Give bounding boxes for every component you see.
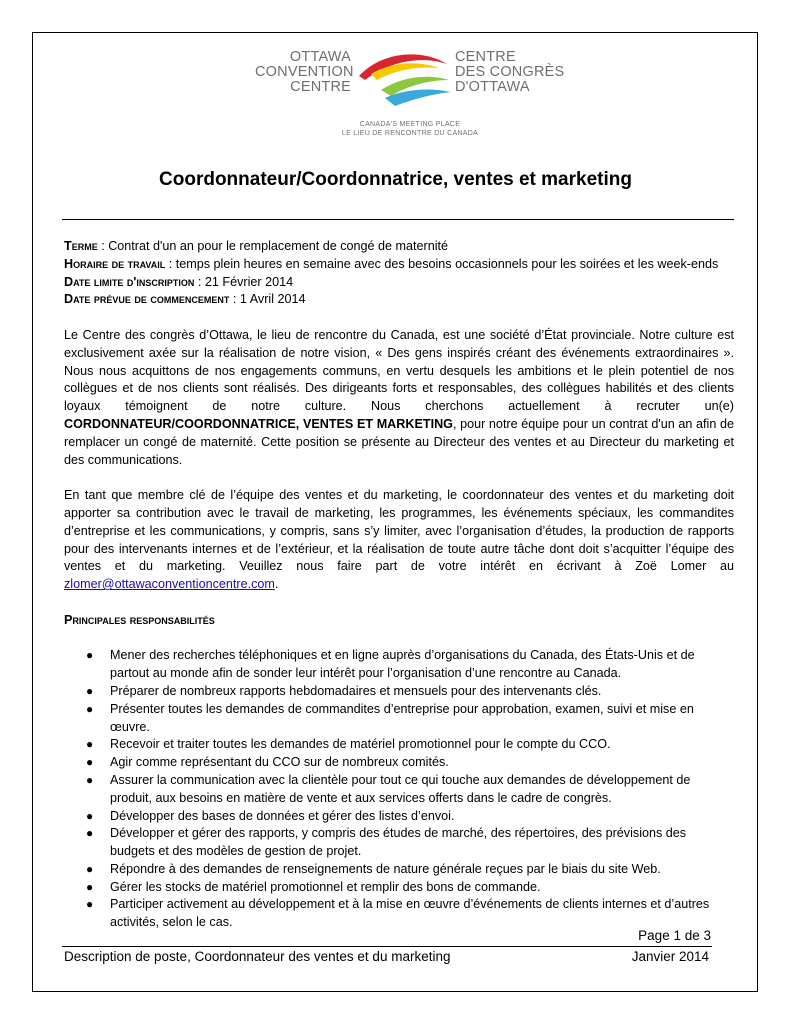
meta-label: Horaire de travail [64, 256, 166, 271]
list-item [64, 772, 734, 808]
role-paragraph [64, 487, 734, 594]
intro-paragraph [64, 327, 734, 469]
footer-divider [62, 946, 712, 947]
logo-line: CENTRE [455, 49, 516, 65]
responsibilities-list [64, 647, 734, 932]
bullet-icon: ● [86, 772, 94, 787]
logo-line: OTTAWA [289, 49, 351, 65]
meta-schedule [64, 256, 734, 274]
bullet-icon: ● [86, 808, 94, 823]
bullet-icon: ● [86, 648, 94, 663]
list-item-text: Répondre à des demandes de renseignements de nature générale reçues par le biais du site Web. [110, 861, 661, 876]
list-item-text: Développer et gérer des rapports, y compris des études de marché, des répertoires, des prévisions des budgets et des modèles de gestion de projet. [110, 826, 687, 859]
position-title-bold: CORDONNATEUR/COORDONNATRICE, VENTES ET MARKETING [64, 416, 453, 431]
responsibilities-heading: Principales responsabilités [64, 612, 215, 627]
list-item [64, 701, 734, 737]
list-item [64, 683, 734, 701]
list-item [64, 825, 734, 861]
bullet-icon: ● [86, 737, 94, 752]
list-item [64, 808, 734, 826]
logo-text-english [255, 49, 354, 95]
logo-line: D'OTTAWA [455, 79, 530, 95]
meta-label: Date prévue de commencement [64, 292, 230, 307]
document-body [64, 238, 734, 932]
footer-description: Description de poste, Coordonnateur des ventes et du marketing [64, 949, 451, 964]
title-divider [62, 219, 734, 220]
list-item [64, 754, 734, 772]
paragraph-text: Le Centre des congrès d’Ottawa, le lieu de rencontre du Canada, est une société d’État provinciale. Notre culture est exclusivement axée sur la réalisation de notre vision, « Des gens inspirés créant des événements extraordinaires ». Nous nous acquittons de nos engagements communs, en vertu desquels les ambitions et le plein potentiel de nos collègues et de nos clients sont réalisés. Des dirigeants forts et responsables, des collègues habilités et des clients loyaux témoignent de notre culture. Nous cherchons actuellement à recruter un(e) [64, 327, 734, 414]
list-item [64, 896, 734, 932]
list-item-text: Agir comme représentant du CCO sur de nombreux comités. [110, 755, 449, 770]
bullet-icon: ● [86, 826, 94, 841]
page-number: Page 1 de 3 [638, 928, 711, 943]
logo-line: CONVENTION [255, 64, 354, 80]
contact-email-link[interactable]: zlomer@ottawaconventioncentre.com [64, 577, 275, 592]
paragraph-text: En tant que membre clé de l’équipe des ventes et du marketing, le coordonnateur des ventes et du marketing doit apporter sa contribution avec le travail de marketing, les programmes, les événements spéciaux, les commandites d’entreprise et les communications, y compris, sans s’y limiter, avec l’organisation d’études, la production de rapports pour des intervenants internes et de l’extérieur, et la réalisation de toute autre tâche dont doit s’acquitter l’équipe des ventes et du marketing. Veuillez nous faire part de votre intérêt en écrivant à Zoë Lomer au [64, 488, 734, 574]
list-item-text: Recevoir et traiter toutes les demandes de matériel promotionnel pour le compte du CCO. [110, 737, 611, 752]
list-item-text: Présenter toutes les demandes de commandites d’entreprise pour approbation, examen, suivi et mise en œuvre. [110, 701, 694, 734]
list-item-text: Développer des bases de données et gérer des listes d’envoi. [110, 808, 455, 823]
bullet-icon: ● [86, 755, 94, 770]
list-item-text: Préparer de nombreux rapports hebdomadaires et mensuels pour des intervenants clés. [110, 683, 602, 698]
list-item-text: Assurer la communication avec la clientèle pour tout ce qui touche aux demandes de développement de produit, aux besoins en matière de vente et aux services offerts dans le cadre de congrès. [110, 772, 691, 805]
meta-value: : Contrat d'un an pour le remplacement de congé de maternité [97, 239, 449, 253]
logo-tagline [315, 120, 505, 138]
list-item-text: Mener des recherches téléphoniques et en ligne auprès d’organisations du Canada, des États-Unis et de partout au monde afin de sonder leur intérêt pour l’organisation d’une rencontre au Canada. [110, 648, 695, 681]
list-item-text: Gérer les stocks de matériel promotionnel et remplir des bons de commande. [110, 879, 541, 894]
bullet-icon: ● [86, 701, 94, 716]
meta-start-date [64, 291, 734, 309]
list-item [64, 879, 734, 897]
bullet-icon: ● [86, 861, 94, 876]
page-title: Coordonnateur/Coordonnatrice, ventes et marketing [159, 169, 632, 190]
tagline-french: LE LIEU DE RENCONTRE DU CANADA [341, 130, 479, 137]
bullet-icon: ● [86, 879, 94, 894]
meta-value: : 21 Février 2014 [194, 274, 294, 289]
footer-date: Janvier 2014 [631, 949, 709, 964]
bullet-icon: ● [86, 683, 94, 698]
logo-text-french [455, 50, 565, 95]
tagline-english: CANADA'S MEETING PLACE [359, 121, 461, 128]
paragraph-text: , pour notre équipe pour un contrat d'un an afin de remplacer un congé de maternité. Cette position se présente au Directeur des ventes et au Directeur du marketing et des communications. [64, 416, 734, 467]
ottawa-convention-centre-logo [255, 49, 565, 142]
logo-swoosh-icon [351, 46, 455, 110]
list-item [64, 861, 734, 879]
list-item-text: Participer activement au développement et à la mise en œuvre d’événements de clients internes et d’autres activités, selon le cas. [110, 897, 710, 930]
list-item [64, 736, 734, 754]
paragraph-text: . [274, 577, 279, 592]
logo-line: CENTRE [290, 79, 351, 95]
meta-deadline [64, 274, 734, 292]
bullet-icon: ● [86, 897, 94, 912]
list-item [64, 647, 734, 683]
meta-label: Date limite d'inscription [64, 274, 195, 289]
meta-value: : 1 Avril 2014 [229, 292, 306, 307]
meta-value: : temps plein heures en semaine avec des besoins occasionnels pour les soirées et les week-ends [165, 256, 719, 271]
meta-label: Terme [64, 239, 98, 253]
logo-line: DES CONGRÈS [455, 64, 565, 80]
meta-term [64, 238, 734, 256]
